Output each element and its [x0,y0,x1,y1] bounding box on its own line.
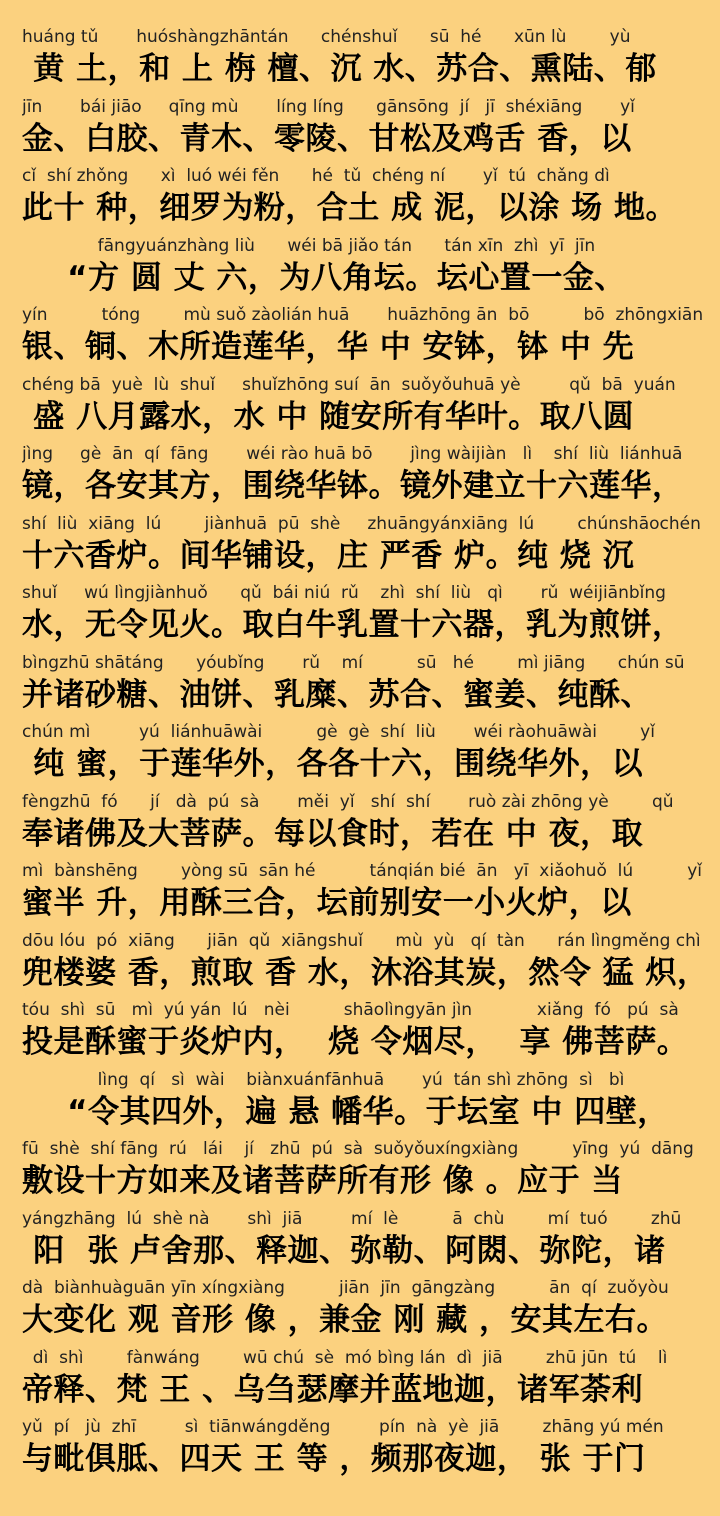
pinyin-line: jīn bái jiāo qīng mù líng líng gānsōng jí jī shéxiāng yǐ [22,96,635,117]
hanzi-line: 与毗俱胝、四天 王 等 ，频那夜迦， 张 于门 [22,1441,646,1477]
hanzi-line: 奉诸佛及大菩萨。每以食时，若在 中 夜，取 [22,815,644,852]
text-line [0,791,720,861]
hanzi-line: 此十 种，细罗为粉，合土 成 泥，以涂 场 地。 [22,190,677,226]
hanzi-line: 阳 张 卢舍那、释迦、弥勒、阿閦、弥陀，诸 [22,1232,666,1269]
text-line [0,26,720,96]
pinyin-line: lìng qí sì wài biànxuánfānhuā yú tán shì zhōng sì bì [22,1069,625,1090]
text-line [0,235,720,305]
pinyin-line: shuǐ wú lìngjiànhuǒ qǔ bái niú rǔ zhì shí liù qì rǔ wéijiānbǐng [22,583,666,603]
text-line [0,582,720,652]
text-line [0,1138,720,1208]
text-line [0,721,720,791]
text-line [0,930,720,1000]
pinyin-line: bìngzhū shātáng yóubǐng rǔ mí sū hé mì jiāng chún sū [22,652,685,673]
hanzi-line: 黄 土，和 上 栴 檀、沉 水、苏合、熏陆、郁 [22,51,657,87]
pinyin-line: dà biànhuàguān yīn xíngxiàng jiān jīn gāngzàng ān qí zuǒyòu [22,1278,669,1298]
pinyin-line: chún mì yú liánhuāwài gè gè shí liù wéi ràohuāwài yǐ [22,722,655,742]
hanzi-line: 投是酥蜜于炎炉内， 烧 令烟尽， 享 佛菩萨。 [22,1024,689,1060]
text-line [0,443,720,513]
hanzi-line: 盛 八月露水，水 中 随安所有华叶。取八圆 [22,398,635,435]
hanzi-line: 镜，各安其方，围绕华钵。镜外建立十六莲华， [22,468,684,504]
text-line [0,513,720,583]
hanzi-line: 并诸砂糖、油饼、乳糜、苏合、蜜姜、纯酥、 [22,676,652,713]
hanzi-line: 十六香炉。间华铺设，庄 严香 炉。纯 烧 沉 [22,537,635,574]
hanzi-line: “令其四外，遍 悬 幡华。于坛室 中 四壁， [22,1093,669,1130]
text-line [0,652,720,722]
pinyin-line: jìng gè ān qí fāng wéi rào huā bō jìng wàijiàn lì shí liù liánhuā [22,444,683,464]
pinyin-line: fāngyuánzhàng liù wéi bā jiǎo tán tán xīn zhì yī jīn [22,235,596,256]
text-line [0,999,720,1069]
text-line [0,1277,720,1347]
hanzi-line: 金、白胶、青木、零陵、甘松及鸡舌 香，以 [22,120,632,157]
pinyin-line: huáng tǔ huóshàngzhāntán chénshuǐ sū hé xūn lù yù [22,27,631,47]
pinyin-line: yín tóng mù suǒ zàolián huā huāzhōng ān bō bō zhōngxiān [22,305,704,325]
pinyin-line: yángzhāng lú shè nà shì jiā mí lè ā chù mí tuó zhū [22,1208,682,1229]
hanzi-line: 蜜半 升，用酥三合，坛前别安一小火炉，以 [22,885,632,921]
text-line [0,1416,720,1486]
pinyin-line: mì bànshēng yòng sū sān hé tánqián bié ān yī xiǎohuǒ lú yǐ [22,861,702,881]
text-line [0,165,720,235]
hanzi-line: 兜楼婆 香，煎取 香 水，沐浴其炭，然令 猛 炽， [22,954,709,991]
pinyin-line: chéng bā yuè lù shuǐ shuǐzhōng suí ān suǒyǒuhuā yè qǔ bā yuán [22,374,676,395]
hanzi-line: 水，无令见火。取白牛乳置十六器，乳为煎饼， [22,607,684,643]
pinyin-line: shí liù xiāng lú jiànhuā pū shè zhuāngyánxiāng lú chúnshāochén [22,513,701,534]
hanzi-line: “方 圆 丈 六，为八角坛。坛心置一金、 [22,259,626,296]
pinyin-line: fèngzhū fó jí dà pú sà měi yǐ shí shí ruò zài zhōng yè qǔ [22,791,674,812]
text-line [0,374,720,444]
pinyin-line: yǔ pí jù zhī sì tiānwángděng pín nà yè jiā zhāng yú mén [22,1417,664,1437]
pinyin-line: dì shì fànwáng wū chú sè mó bìng lán dì jiā zhū jūn tú lì [22,1347,668,1368]
hanzi-line: 纯 蜜，于莲华外，各各十六，围绕华外，以 [22,746,644,782]
text-line [0,304,720,374]
pinyin-line: tóu shì sū mì yú yán lú nèi shāolìngyān jìn xiǎng fó pú sà [22,1000,679,1020]
text-line [0,96,720,166]
text-line [0,1208,720,1278]
hanzi-line: 敷设十方如来及诸菩萨所有形 像 。应于 当 [22,1163,623,1199]
text-line [0,860,720,930]
pinyin-line: dōu lóu pó xiāng jiān qǔ xiāngshuǐ mù yù qí tàn rán lìngměng chì [22,930,701,951]
text-line [0,1347,720,1417]
hanzi-line: 帝释、梵 王 、乌刍瑟摩并蓝地迦，诸军荼利 [22,1371,644,1408]
hanzi-line: 大变化 观 音形 像 ，兼金 刚 藏 ，安其左右。 [22,1302,669,1338]
text-line [0,1069,720,1139]
hanzi-line: 银、铜、木所造莲华，华 中 安钵，钵 中 先 [22,329,635,365]
pinyin-line: fū shè shí fāng rú lái jí zhū pú sà suǒyǒuxíngxiàng yīng yú dāng [22,1139,694,1159]
pinyin-line: cǐ shí zhǒng xì luó wéi fěn hé tǔ chéng ní yǐ tú chǎng dì [22,166,610,186]
